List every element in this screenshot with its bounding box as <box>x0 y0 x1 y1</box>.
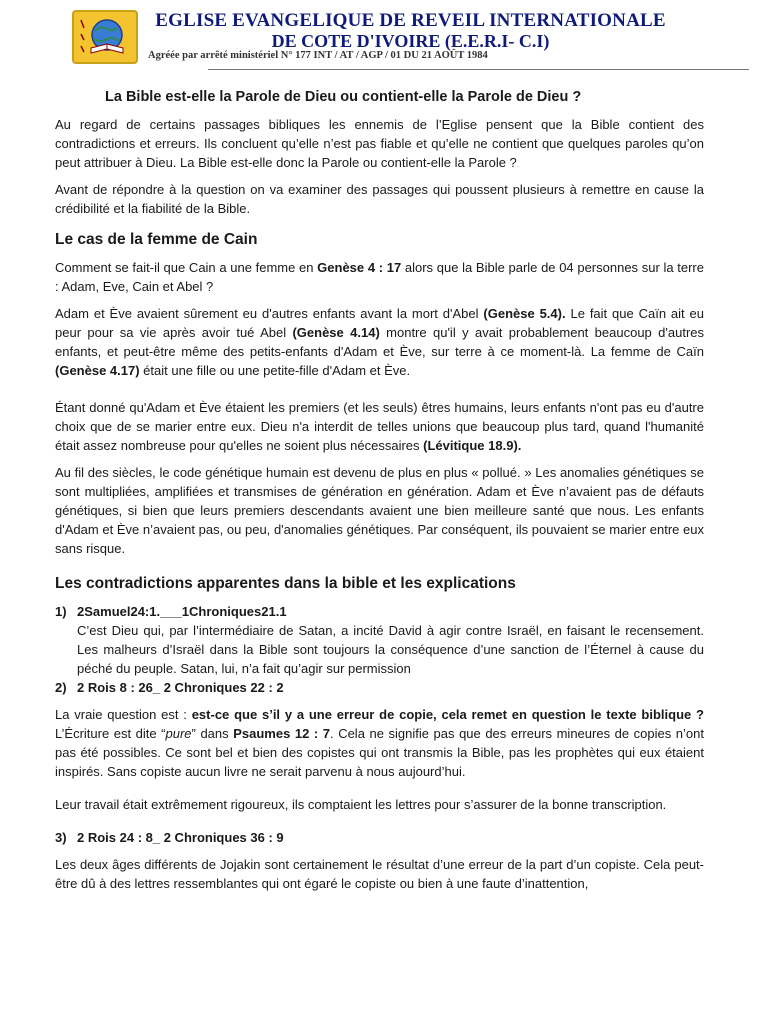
list-reference: 2 Rois 8 : 26_ 2 Chroniques 22 : 2 <box>77 680 284 695</box>
list-number: 1) <box>55 604 67 619</box>
spacer <box>55 388 704 398</box>
document-title: La Bible est-elle la Parole de Dieu ou contient-elle la Parole de Dieu ? <box>105 89 582 105</box>
church-country: DE COTE D'IVOIRE (E.E.R.I- C.I) <box>271 31 550 51</box>
list-item-1-body: C’est Dieu qui, par l’intermédiaire de Satan, a incité David à agir contre Israël, en faisant le recensement. Les malheurs d’Israël dans la Bible sont toujours la conséquence d’une sanction de l’Éternel à cause du péché du peuple. Satan, lui, n’a fait qu’agir sur permission <box>77 623 704 676</box>
spacer <box>55 697 704 705</box>
cain-paragraph-3: Étant donné qu'Adam et Ève étaient les premiers (et les seuls) êtres humains, leurs enfants n'ont pas eu d'autre choix que de se marier entre eux. Dieu n'a interdit de telles unions que beaucoup plus tard, quand l'humanité était assez nombreuse pour qu'elles ne soient plus nécessaires (Lévitique 18.9). <box>55 400 704 453</box>
list-number: 3) <box>55 830 67 845</box>
intro-paragraph-1: Au regard de certains passages bibliques les ennemis de l’Eglise pensent que la Bible contient des contradictions et erreurs. Ils concluent qu’elle n’est pas fiable et qu’elle ne contient que quelques paroles qu’on peut attribuer à Dieu. La Bible est-elle donc la Parole ou contient-elle la Parole ? <box>55 117 704 170</box>
church-logo <box>72 10 138 64</box>
cain-paragraph-4: Au fil des siècles, le code génétique humain est devenu de plus en plus « pollué. » Les anomalies génétiques se sont multipliées, amplifiées et transmises de génération en génération. Adam et Ève n’avaient pas de défauts génétiques, si bien que leurs premiers descendants avaient une bien meilleure santé que nous. Les enfants d'Adam et Ève n’avaient pas, ou peu, d'anomalies génétiques. Par conséquent, ils pouvaient se marier entre eux sans risque. <box>55 465 704 556</box>
copyist-work-paragraph: Leur travail était extrêmement rigoureux, ils comptaient les lettres pour s’assurer de la bonne transcription. <box>55 797 667 812</box>
list-number: 2) <box>55 680 67 695</box>
list-item-3 <box>55 828 704 847</box>
list-item-2 <box>55 678 704 697</box>
list-item-1 <box>55 602 704 621</box>
copy-error-paragraph: La vraie question est : est-ce que s’il y a une erreur de copie, cela remet en question le texte biblique ? L’Écriture est dite “pure” dans Psaumes 12 : 7. Cela ne signifie pas que des erreurs mineures de copies n’ont pas été possibles. Ce sont bel et bien des copistes qui ont transmis la Bible, pas les prophètes qui eux étaient inspirés. Sans copiste aucun livre ne serait parvenu à nous aujourd’hui. <box>55 707 704 779</box>
church-name: EGLISE EVANGELIQUE DE REVEIL INTERNATIONALE <box>155 10 666 31</box>
cain-paragraph-1: Comment se fait-il que Cain a une femme en Genèse 4 : 17 alors que la Bible parle de 04 personnes sur la terre : Adam, Eve, Cain et Abel ? <box>55 260 704 294</box>
globe-bible-logo-icon <box>77 14 133 60</box>
approval-line: Agréée par arrêté ministériel N° 177 INT / AT / AGP / 01 DU 21 AOÛT 1984 <box>148 50 488 61</box>
spacer <box>55 847 704 855</box>
list-reference: 2Samuel24:1.___1Chroniques21.1 <box>77 604 287 619</box>
letterhead <box>72 8 678 64</box>
cain-paragraph-2: Adam et Ève avaient sûrement eu d'autres enfants avant la mort d'Abel (Genèse 5.4). Le fait que Caïn ait eu peur pour sa vie après avoir tué Abel (Genèse 4.14) montre qu'il y avait probablement beaucoup d'autres enfants, et peut-être même des petits-enfants d'Adam et Ève, sur terre à ce moment-là. La femme de Caïn (Genèse 4.17) était une fille ou une petite-fille d'Adam et Ève. <box>55 306 704 378</box>
jojakin-paragraph: Les deux âges différents de Jojakin sont certainement le résultat d’une erreur de la part d’un copiste. Cela peut-être dû à des lettres ressemblantes qui ont égaré le copiste ou bien à une faute d’inattention, <box>55 857 704 891</box>
intro-paragraph-2: Avant de répondre à la question on va examiner des passages qui poussent plusieurs à remettre en cause la crédibilité et la fiabilité de la Bible. <box>55 182 704 216</box>
list-reference: 2 Rois 24 : 8_ 2 Chroniques 36 : 9 <box>77 830 284 845</box>
document-body <box>55 88 704 901</box>
header-divider <box>208 69 749 70</box>
section-heading-contradictions: Les contradictions apparentes dans la bible et les explications <box>55 575 516 592</box>
section-heading-cain: Le cas de la femme de Cain <box>55 231 258 248</box>
